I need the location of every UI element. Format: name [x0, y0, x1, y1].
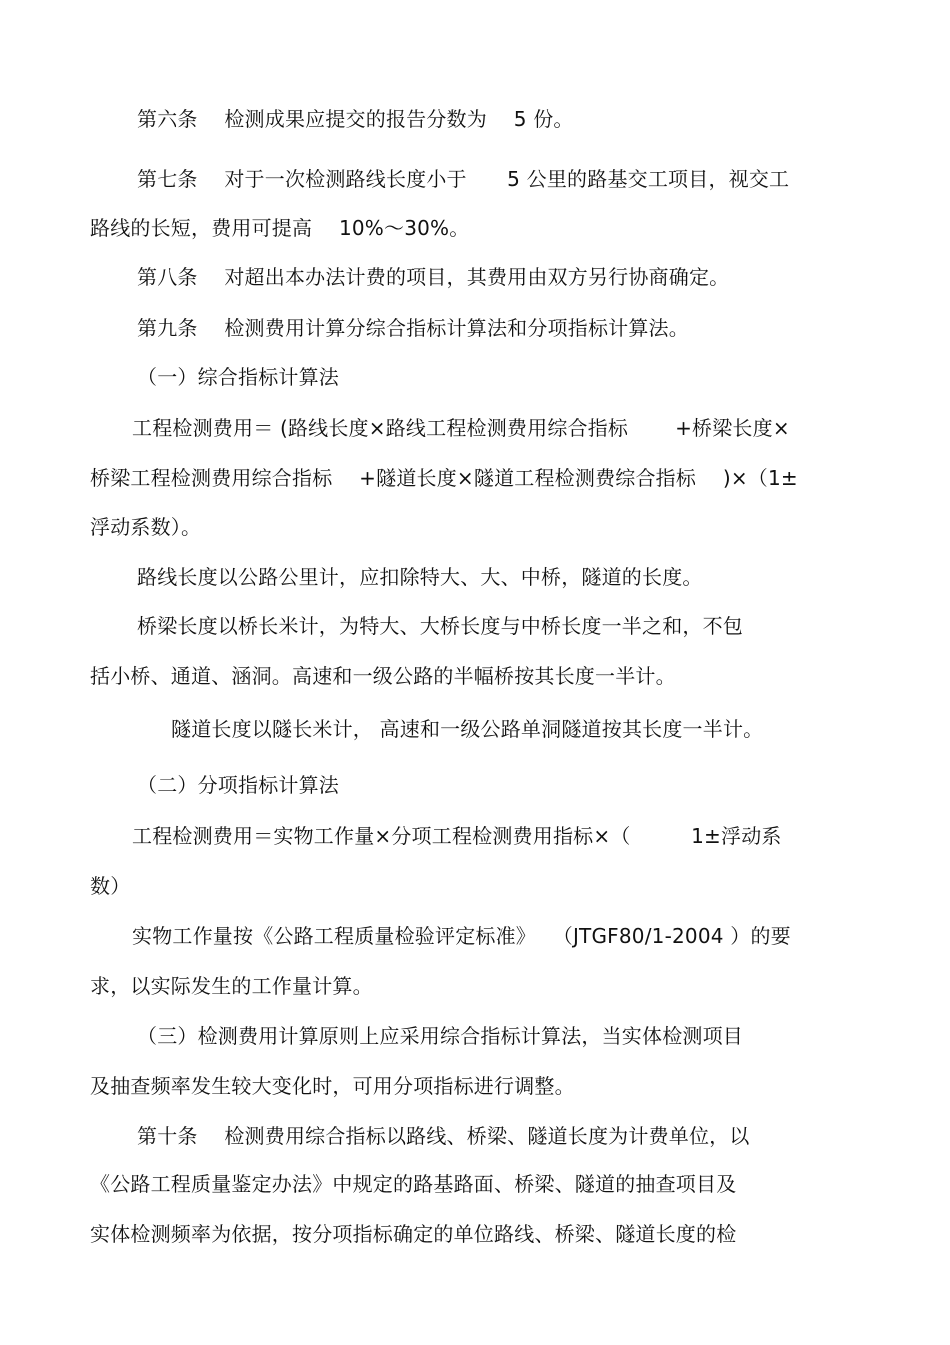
article-7-line-1: 第七条 对于一次检测路线长度小于 5 公里的路基交工项目，视交工 — [137, 167, 790, 191]
route-length-line: 路线长度以公路公里计，应扣除特大、大、中桥，隧道的长度。 — [137, 565, 703, 589]
formula-2-line-1: 工程检测费用＝实物工作量×分项工程检测费用指标×（ 1±浮动系 — [132, 824, 782, 848]
formula-1-line-2: 桥梁工程检测费用综合指标 +隧道长度×隧道工程检测费综合指标 )×（1± — [90, 466, 798, 490]
workload-line-1: 实物工作量按《公路工程质量检验评定标准》 （JTGF80/1-2004 ）的要 — [132, 924, 791, 948]
workload-line-2: 求，以实际发生的工作量计算。 — [90, 974, 373, 998]
formula-2-line-2: 数） — [90, 874, 131, 898]
article-10-line-2: 《公路工程质量鉴定办法》中规定的路基路面、桥梁、隧道的抽查项目及 — [90, 1172, 737, 1196]
tunnel-length-line: 隧道长度以隧长米计， 高速和一级公路单洞隧道按其长度一半计。 — [171, 717, 764, 741]
article-8-line: 第八条 对超出本办法计费的项目，其费用由双方另行协商确定。 — [137, 265, 730, 289]
section-3-line-1: （三）检测费用计算原则上应采用综合指标计算法，当实体检测项目 — [137, 1024, 743, 1048]
section-1-heading: （一）综合指标计算法 — [137, 365, 339, 389]
section-3-line-2: 及抽查频率发生较大变化时，可用分项指标进行调整。 — [90, 1074, 575, 1098]
formula-1-line-3: 浮动系数）。 — [90, 515, 202, 539]
article-9-line: 第九条 检测费用计算分综合指标计算法和分项指标计算法。 — [137, 316, 689, 340]
article-6-line: 第六条 检测成果应提交的报告分数为 5 份。 — [137, 107, 574, 131]
article-10-line-3: 实体检测频率为依据，按分项指标确定的单位路线、桥梁、隧道长度的检 — [90, 1222, 737, 1246]
bridge-length-line-2: 括小桥、通道、涵洞。高速和一级公路的半幅桥按其长度一半计。 — [90, 664, 676, 688]
bridge-length-line-1: 桥梁长度以桥长米计，为特大、大桥长度与中桥长度一半之和，不包 — [137, 614, 743, 638]
article-10-line-1: 第十条 检测费用综合指标以路线、桥梁、隧道长度为计费单位，以 — [137, 1124, 750, 1148]
section-2-heading: （二）分项指标计算法 — [137, 773, 339, 797]
formula-1-line-1: 工程检测费用＝ (路线长度×路线工程检测费用综合指标 +桥梁长度× — [132, 416, 790, 440]
article-7-line-2: 路线的长短，费用可提高 10%～30%。 — [90, 216, 470, 240]
